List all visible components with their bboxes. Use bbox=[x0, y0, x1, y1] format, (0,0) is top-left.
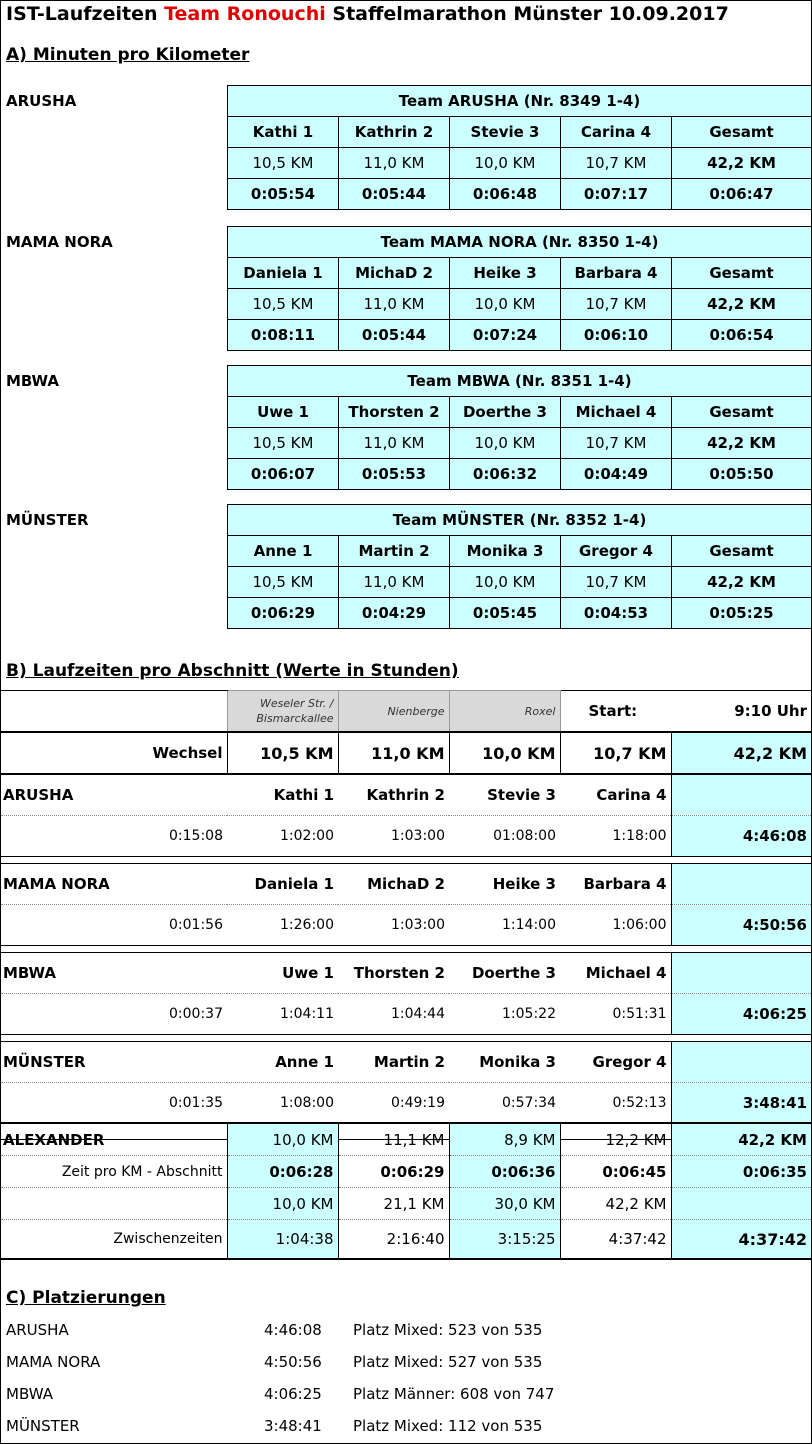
empty-cell bbox=[671, 864, 811, 905]
distance-cell: 11,0 KM bbox=[339, 567, 450, 598]
start-offset: 0:00:37 bbox=[169, 1006, 223, 1022]
pace-cell: 0:05:54 bbox=[228, 179, 339, 210]
distance-cell: 10,0 KM bbox=[450, 428, 561, 459]
alexander-split-3: 3:15:25 bbox=[449, 1220, 560, 1260]
placement-time: 4:46:08 bbox=[264, 1321, 322, 1339]
team-pace-table bbox=[227, 504, 812, 629]
separator bbox=[449, 1035, 560, 1042]
alexander-pace-4: 0:06:45 bbox=[560, 1156, 671, 1188]
section-b-table bbox=[1, 690, 811, 1140]
alexander-cum-4: 42,2 KM bbox=[560, 1188, 671, 1220]
placement-place: Platz Mixed: 527 von 535 bbox=[353, 1353, 543, 1371]
placement-team: MÜNSTER bbox=[6, 1417, 80, 1435]
empty-cell bbox=[671, 1042, 811, 1083]
distance-cell: 10,7 KM bbox=[561, 428, 672, 459]
pace-cell: 0:06:07 bbox=[228, 459, 339, 490]
runner-name-cell: Gesamt bbox=[672, 397, 812, 428]
team-title: Team MAMA NORA (Nr. 8350 1-4) bbox=[228, 227, 812, 258]
page-title bbox=[6, 3, 729, 25]
empty-cell bbox=[671, 774, 811, 816]
runner-name-cell: Michael 4 bbox=[560, 953, 671, 994]
runner-name-cell: Doerthe 3 bbox=[450, 397, 561, 428]
start-label: Start: bbox=[560, 691, 671, 733]
separator bbox=[560, 857, 671, 864]
empty-cell bbox=[671, 953, 811, 994]
leg-time-cell: 1:02:00 bbox=[280, 828, 334, 844]
runner-name-cell: Stevie 3 bbox=[449, 774, 560, 816]
runner-name-cell: Uwe 1 bbox=[227, 953, 338, 994]
location-3: Roxel bbox=[449, 691, 560, 733]
runner-name-cell: Martin 2 bbox=[339, 536, 450, 567]
distance-cell: 10,5 KM bbox=[228, 148, 339, 179]
placement-time: 4:50:56 bbox=[264, 1353, 322, 1371]
runner-name-cell: Anne 1 bbox=[228, 536, 339, 567]
runner-name-cell: Kathi 1 bbox=[227, 774, 338, 816]
leg-time-cell: 1:06:00 bbox=[612, 917, 667, 933]
distance-cell: 11,0 KM bbox=[339, 148, 450, 179]
separator bbox=[1, 1035, 227, 1042]
alexander-split-4: 4:37:42 bbox=[560, 1220, 671, 1260]
alexander-cum-1: 10,0 KM bbox=[227, 1188, 338, 1220]
distance-cell: 10,0 KM bbox=[450, 148, 561, 179]
leg-time-cell: 1:26:00 bbox=[280, 917, 334, 933]
runner-name-cell: Gesamt bbox=[672, 258, 812, 289]
leg-time-cell: 1:03:00 bbox=[391, 828, 445, 844]
wechsel-label: Wechsel bbox=[1, 732, 227, 774]
runner-name-cell: Michael 4 bbox=[561, 397, 672, 428]
runner-name-cell: Kathi 1 bbox=[228, 117, 339, 148]
start-offset: 0:15:08 bbox=[169, 828, 223, 844]
alexander-split-total: 4:37:42 bbox=[671, 1220, 811, 1260]
alexander-km-1: 10,0 KM bbox=[227, 1123, 338, 1156]
runner-name-cell: Daniela 1 bbox=[228, 258, 339, 289]
alexander-split-2: 2:16:40 bbox=[338, 1220, 449, 1260]
team-label: ARUSHA bbox=[6, 92, 77, 110]
runner-name-cell: Doerthe 3 bbox=[449, 953, 560, 994]
pace-cell: 0:06:47 bbox=[672, 179, 812, 210]
alexander-pace-2: 0:06:29 bbox=[338, 1156, 449, 1188]
pace-cell: 0:06:32 bbox=[450, 459, 561, 490]
runner-name-cell: Daniela 1 bbox=[227, 864, 338, 905]
location-2: Nienberge bbox=[338, 691, 449, 733]
alexander-pace-1: 0:06:28 bbox=[227, 1156, 338, 1188]
separator bbox=[227, 946, 338, 953]
leg-time-cell: 01:08:00 bbox=[493, 828, 556, 844]
team-title: Team ARUSHA (Nr. 8349 1-4) bbox=[228, 86, 812, 117]
runner-name-cell: Stevie 3 bbox=[450, 117, 561, 148]
title-suffix: Staffelmarathon Münster 10.09.2017 bbox=[325, 3, 729, 25]
separator bbox=[227, 1035, 338, 1042]
empty-cell bbox=[671, 1188, 811, 1220]
pace-cell: 0:05:53 bbox=[339, 459, 450, 490]
placement-time: 3:48:41 bbox=[264, 1417, 322, 1435]
leg-time-cell: 1:04:44 bbox=[391, 1006, 445, 1022]
runner-name-cell: Martin 2 bbox=[338, 1042, 449, 1083]
pace-cell: 0:04:49 bbox=[561, 459, 672, 490]
runner-name-cell: Monika 3 bbox=[449, 1042, 560, 1083]
placement-team: MAMA NORA bbox=[6, 1353, 101, 1371]
alexander-km-2: 11,1 KM bbox=[338, 1123, 449, 1156]
alexander-km-3: 8,9 KM bbox=[449, 1123, 560, 1156]
separator bbox=[449, 857, 560, 864]
placement-team: ARUSHA bbox=[6, 1321, 69, 1339]
separator bbox=[1, 946, 227, 953]
leg-time-cell: 1:08:00 bbox=[280, 1095, 334, 1111]
distance-cell: 10,7 KM bbox=[561, 289, 672, 320]
placement-place: Platz Männer: 608 von 747 bbox=[353, 1385, 555, 1403]
start-offset: 0:01:35 bbox=[169, 1095, 223, 1111]
wechsel-km-2: 11,0 KM bbox=[338, 732, 449, 774]
alexander-km-total: 42,2 KM bbox=[671, 1123, 811, 1156]
separator bbox=[449, 946, 560, 953]
leg-time-cell: 0:51:31 bbox=[612, 1006, 667, 1022]
alexander-cum-3: 30,0 KM bbox=[449, 1188, 560, 1220]
placement-place: Platz Mixed: 523 von 535 bbox=[353, 1321, 543, 1339]
distance-cell: 42,2 KM bbox=[672, 289, 812, 320]
placement-team: MBWA bbox=[6, 1385, 53, 1403]
separator bbox=[671, 857, 811, 864]
start-offset: 0:01:56 bbox=[169, 917, 223, 933]
team-label: MBWA bbox=[6, 372, 60, 390]
leg-time-cell: 0:52:13 bbox=[612, 1095, 667, 1111]
alexander-km-4: 12,2 KM bbox=[560, 1123, 671, 1156]
section-b-heading: B) Laufzeiten pro Abschnitt (Werte in Stunden) bbox=[6, 661, 459, 681]
team-label: MÜNSTER bbox=[6, 511, 89, 529]
distance-cell: 11,0 KM bbox=[339, 428, 450, 459]
distance-cell: 10,5 KM bbox=[228, 428, 339, 459]
pace-cell: 0:06:29 bbox=[228, 598, 339, 629]
wechsel-km-1: 10,5 KM bbox=[227, 732, 338, 774]
team-pace-table bbox=[227, 226, 812, 351]
runner-name-cell: Monika 3 bbox=[450, 536, 561, 567]
runner-name-cell: Carina 4 bbox=[560, 774, 671, 816]
leg-time-cell: 1:18:00 bbox=[612, 828, 667, 844]
runner-name-cell: Kathrin 2 bbox=[339, 117, 450, 148]
placement-place: Platz Mixed: 112 von 535 bbox=[353, 1417, 543, 1435]
distance-cell: 10,5 KM bbox=[228, 567, 339, 598]
wechsel-km-3: 10,0 KM bbox=[449, 732, 560, 774]
location-1: Weseler Str. / Bismarckallee bbox=[227, 691, 338, 733]
pace-cell: 0:05:50 bbox=[672, 459, 812, 490]
distance-cell: 42,2 KM bbox=[672, 428, 812, 459]
title-team: Team Ronouchi bbox=[164, 3, 326, 25]
alexander-pace-3: 0:06:36 bbox=[449, 1156, 560, 1188]
distance-cell: 10,0 KM bbox=[450, 567, 561, 598]
runner-name-cell: Kathrin 2 bbox=[338, 774, 449, 816]
team-total-time: 3:48:41 bbox=[671, 1083, 811, 1124]
pace-cell: 0:08:11 bbox=[228, 320, 339, 351]
distance-cell: 11,0 KM bbox=[339, 289, 450, 320]
separator bbox=[227, 857, 338, 864]
distance-cell: 10,7 KM bbox=[561, 567, 672, 598]
runner-name-cell: Heike 3 bbox=[450, 258, 561, 289]
team-total-time: 4:50:56 bbox=[671, 905, 811, 946]
team-total-time: 4:06:25 bbox=[671, 994, 811, 1035]
pace-cell: 0:06:48 bbox=[450, 179, 561, 210]
runner-name-cell: Uwe 1 bbox=[228, 397, 339, 428]
alexander-split-1: 1:04:38 bbox=[227, 1220, 338, 1260]
team-label: MBWA bbox=[1, 953, 227, 994]
runner-name-cell: Gregor 4 bbox=[560, 1042, 671, 1083]
pace-cell: 0:07:24 bbox=[450, 320, 561, 351]
alexander-cum-2: 21,1 KM bbox=[338, 1188, 449, 1220]
separator bbox=[560, 946, 671, 953]
empty-cell bbox=[1, 691, 227, 733]
alexander-label: ALEXANDER bbox=[1, 1123, 227, 1156]
pace-cell: 0:05:44 bbox=[339, 320, 450, 351]
team-label: ARUSHA bbox=[1, 774, 227, 816]
distance-cell: 42,2 KM bbox=[672, 148, 812, 179]
runner-name-cell: Barbara 4 bbox=[561, 258, 672, 289]
leg-time-cell: 0:57:34 bbox=[502, 1095, 556, 1111]
separator bbox=[671, 1035, 811, 1042]
start-time: 9:10 Uhr bbox=[671, 691, 811, 733]
alexander-table bbox=[1, 1122, 811, 1260]
team-total-time: 4:46:08 bbox=[671, 816, 811, 857]
pace-cell: 0:05:45 bbox=[450, 598, 561, 629]
leg-time-cell: 1:05:22 bbox=[502, 1006, 556, 1022]
leg-time-cell: 1:03:00 bbox=[391, 917, 445, 933]
pace-cell: 0:04:29 bbox=[339, 598, 450, 629]
runner-name-cell: Thorsten 2 bbox=[339, 397, 450, 428]
separator bbox=[1, 857, 227, 864]
wechsel-km-total: 42,2 KM bbox=[671, 732, 811, 774]
runner-name-cell: Carina 4 bbox=[561, 117, 672, 148]
separator bbox=[338, 946, 449, 953]
wechsel-km-4: 10,7 KM bbox=[560, 732, 671, 774]
alexander-split-label: Zwischenzeiten bbox=[113, 1231, 223, 1247]
team-label: MÜNSTER bbox=[1, 1042, 227, 1083]
runner-name-cell: Anne 1 bbox=[227, 1042, 338, 1083]
pace-cell: 0:06:10 bbox=[561, 320, 672, 351]
section-c-heading: C) Platzierungen bbox=[6, 1288, 166, 1308]
separator bbox=[560, 1035, 671, 1042]
pace-cell: 0:04:53 bbox=[561, 598, 672, 629]
team-pace-table bbox=[227, 85, 812, 210]
distance-cell: 10,5 KM bbox=[228, 289, 339, 320]
separator bbox=[338, 1035, 449, 1042]
pace-cell: 0:05:44 bbox=[339, 179, 450, 210]
distance-cell: 10,0 KM bbox=[450, 289, 561, 320]
section-a-heading: A) Minuten pro Kilometer bbox=[6, 45, 250, 65]
leg-time-cell: 1:14:00 bbox=[502, 917, 556, 933]
runner-name-cell: Gesamt bbox=[672, 117, 812, 148]
alexander-pace-total: 0:06:35 bbox=[671, 1156, 811, 1188]
distance-cell: 10,7 KM bbox=[561, 148, 672, 179]
team-title: Team MÜNSTER (Nr. 8352 1-4) bbox=[228, 505, 812, 536]
team-label: MAMA NORA bbox=[1, 864, 227, 905]
runner-name-cell: MichaD 2 bbox=[339, 258, 450, 289]
alexander-pace-label: Zeit pro KM - Abschnitt bbox=[1, 1156, 227, 1188]
runner-name-cell: Barbara 4 bbox=[560, 864, 671, 905]
pace-cell: 0:07:17 bbox=[561, 179, 672, 210]
runner-name-cell: Gesamt bbox=[672, 536, 812, 567]
separator bbox=[671, 946, 811, 953]
team-pace-table bbox=[227, 365, 812, 490]
team-title: Team MBWA (Nr. 8351 1-4) bbox=[228, 366, 812, 397]
team-label: MAMA NORA bbox=[6, 233, 113, 251]
distance-cell: 42,2 KM bbox=[672, 567, 812, 598]
runner-name-cell: Gregor 4 bbox=[561, 536, 672, 567]
pace-cell: 0:05:25 bbox=[672, 598, 812, 629]
runner-name-cell: Heike 3 bbox=[449, 864, 560, 905]
pace-cell: 0:06:54 bbox=[672, 320, 812, 351]
leg-time-cell: 0:49:19 bbox=[391, 1095, 445, 1111]
placement-time: 4:06:25 bbox=[264, 1385, 322, 1403]
separator bbox=[338, 857, 449, 864]
runner-name-cell: Thorsten 2 bbox=[338, 953, 449, 994]
runner-name-cell: MichaD 2 bbox=[338, 864, 449, 905]
leg-time-cell: 1:04:11 bbox=[280, 1006, 334, 1022]
title-prefix: IST-Laufzeiten bbox=[6, 3, 165, 25]
empty-cell bbox=[1, 1188, 227, 1220]
